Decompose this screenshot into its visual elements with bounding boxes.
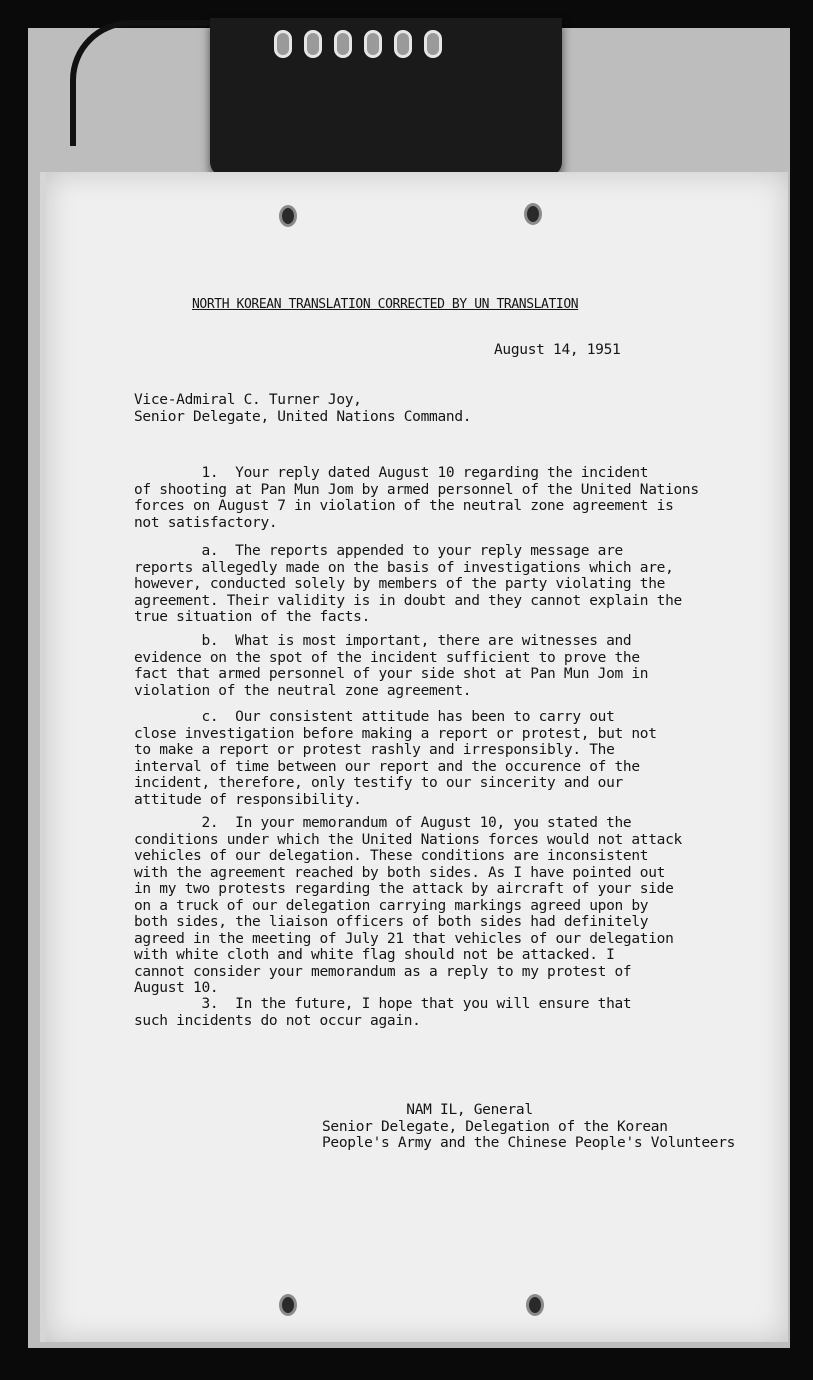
text-line: to make a report or protest rashly and irresponsibly. The [134, 742, 615, 758]
text-line: incident, therefore, only testify to our sincerity and our [134, 775, 623, 791]
text-line: reports allegedly made on the basis of investigations which are, [134, 559, 674, 576]
text-line: with white cloth and white flag should not be attacked. I [134, 947, 615, 963]
document-date: August 14, 1951 [494, 342, 621, 358]
text-line: on a truck of our delegation carrying markings agreed upon by [134, 897, 649, 914]
paragraph-2 [134, 815, 682, 997]
text-line: agreement. Their validity is in doubt and they cannot explain the [134, 592, 682, 609]
addressee-line: Vice-Admiral C. Turner Joy, [134, 392, 362, 408]
text-line: close investigation before making a report or protest, but not [134, 725, 657, 742]
text-line: vehicles of our delegation. These conditions are inconsistent [134, 848, 649, 864]
text-line: in my two protests regarding the attack by aircraft of your side [134, 881, 674, 897]
paragraph-b [134, 633, 674, 699]
text-line: agreed in the meeting of July 21 that vehicles of our delegation [134, 930, 674, 947]
text-line: such incidents do not occur again. [134, 1012, 421, 1029]
text-line: forces on August 7 in violation of the neutral zone agreement is [134, 498, 674, 514]
text-line: true situation of the facts. [134, 609, 371, 625]
text-line: attitude of responsibility. [134, 791, 362, 808]
text-line: evidence on the spot of the incident sufficient to prove the [134, 649, 640, 666]
signature-line: NAM IL, General [322, 1102, 533, 1118]
text-line: violation of the neutral zone agreement. [134, 682, 472, 699]
text-line: of shooting at Pan Mun Jom by armed personnel of the United Nations [134, 481, 699, 498]
text-line: fact that armed personnel of your side shot at Pan Mun Jom in [134, 666, 649, 682]
paragraph-a [134, 543, 682, 626]
paragraph-1 [134, 465, 699, 531]
text-line: a. The reports appended to your reply message are [134, 543, 623, 559]
text-line: not satisfactory. [134, 514, 278, 531]
text-line: cannot consider your memorandum as a reply to my protest of [134, 963, 632, 980]
text-line: August 10. [134, 980, 219, 996]
text-line: however, conducted solely by members of the party violating the [134, 576, 666, 592]
signature-line: Senior Delegate, Delegation of the Korean [322, 1118, 668, 1135]
text-line: conditions under which the United Nations forces would not attack [134, 831, 682, 848]
text-line: b. What is most important, there are witnesses and [134, 633, 632, 649]
text-line: c. Our consistent attitude has been to carry out [134, 709, 615, 725]
text-line: 2. In your memorandum of August 10, you stated the [134, 815, 632, 831]
document-heading: NORTH KOREAN TRANSLATION CORRECTED BY UN TRANSLATION [192, 297, 579, 312]
text-line: both sides, the liaison officers of both sides had definitely [134, 914, 649, 930]
paragraph-c [134, 709, 674, 808]
text-line: with the agreement reached by both sides. As I have pointed out [134, 864, 666, 881]
addressee-line: Senior Delegate, United Nations Command. [134, 408, 472, 425]
signature-line: People's Army and the Chinese People's Volunteers [322, 1135, 736, 1151]
signature-block [322, 1102, 735, 1152]
addressee-block [134, 392, 471, 425]
paragraph-3 [134, 996, 674, 1029]
text-line: 3. In the future, I hope that you will ensure that [134, 996, 632, 1012]
text-line: 1. Your reply dated August 10 regarding the incident [134, 465, 649, 481]
text-line: interval of time between our report and the occurence of the [134, 758, 640, 775]
